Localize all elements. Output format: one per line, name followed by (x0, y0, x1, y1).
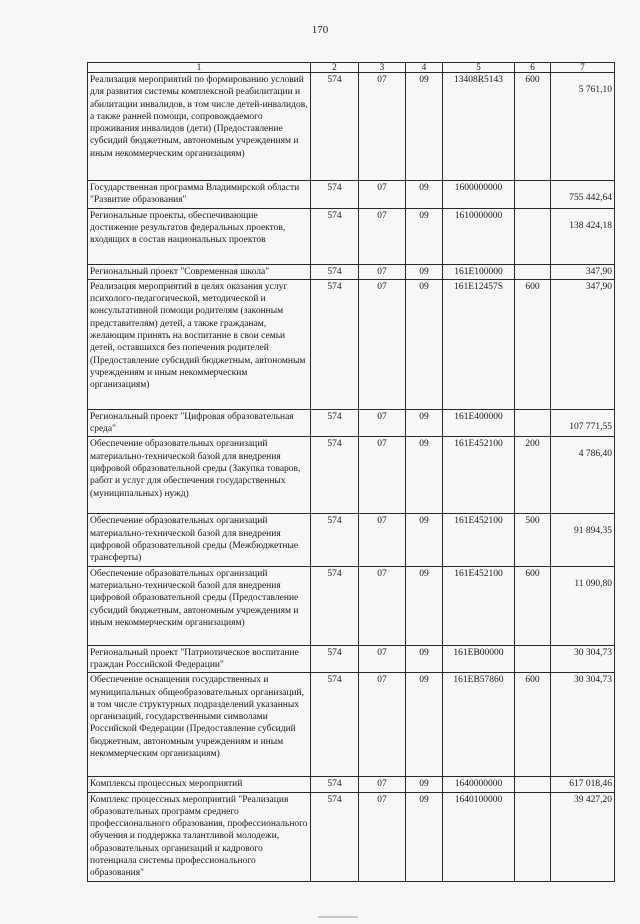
column-header: 5 (443, 63, 515, 73)
row-subsection-code: 09 (406, 437, 443, 514)
row-amount: 30 304,73 (551, 673, 615, 777)
row-subsection-code: 09 (406, 777, 443, 792)
row-description: Реализация мероприятий в целях оказания услуг психолого-педагогической, методической и консультативной помощи родителям (законным представителям) детей, а также гражданам, желающим принять на воспитание в свои семьи детей, оставшихся без попечения родителей (Предоставление субсидий бюджетным, автономным учреждениям и иным некоммерческим организациям) (88, 279, 311, 409)
row-amount-value: 11 090,80 (574, 578, 612, 589)
row-amount: 30 304,73 (551, 645, 615, 673)
row-expense-type (515, 409, 551, 437)
row-amount: 347,90 (551, 279, 615, 409)
row-amount (551, 73, 615, 181)
row-section-code: 07 (359, 673, 406, 777)
row-description: Региональный проект "Современная школа" (88, 264, 311, 279)
row-expense-type (515, 181, 551, 209)
row-ministry-code: 574 (311, 777, 359, 792)
row-section-code: 07 (359, 566, 406, 645)
table-row (88, 673, 615, 777)
row-subsection-code: 09 (406, 279, 443, 409)
table-row (88, 792, 615, 881)
row-subsection-code: 09 (406, 73, 443, 181)
column-header: 7 (551, 63, 615, 73)
row-description: Обеспечение оснащения государственных и муниципальных общеобразовательных организаций, в том числе структурных подразделений указанных организаций, государственными символами Российской Федерации (Предоставление субсидий бюджетным, автономным учреждениям и иным некоммерческим организациям) (88, 673, 311, 777)
column-header: 4 (406, 63, 443, 73)
row-ministry-code: 574 (311, 279, 359, 409)
row-amount (551, 566, 615, 645)
row-expense-type: 500 (515, 514, 551, 566)
row-ministry-code: 574 (311, 514, 359, 566)
row-amount-value: 138 424,18 (569, 220, 612, 231)
table-row (88, 208, 615, 264)
table-row (88, 73, 615, 181)
table-header-row (88, 63, 615, 73)
table-row (88, 566, 615, 645)
row-expense-type (515, 208, 551, 264)
row-subsection-code: 09 (406, 409, 443, 437)
row-subsection-code: 09 (406, 264, 443, 279)
row-amount-value: 107 771,55 (569, 421, 612, 432)
row-amount-value: 5 761,10 (578, 85, 612, 95)
row-expense-type (515, 645, 551, 673)
row-section-code: 07 (359, 264, 406, 279)
budget-table (87, 62, 615, 882)
table-row (88, 279, 615, 409)
row-section-code: 07 (359, 181, 406, 209)
row-section-code: 07 (359, 208, 406, 264)
row-expense-type: 600 (515, 279, 551, 409)
row-section-code: 07 (359, 73, 406, 181)
row-description: Региональный проект "Патриотическое воспитание граждан Российской Федерации" (88, 645, 311, 673)
row-amount-value: 755 442,64 (569, 193, 612, 203)
row-expense-type: 600 (515, 673, 551, 777)
row-amount-value: 4 786,40 (578, 449, 612, 460)
row-target-article: 161E12457S (443, 279, 515, 409)
row-expense-type: 600 (515, 566, 551, 645)
scan-artifact (318, 916, 358, 918)
row-section-code: 07 (359, 437, 406, 514)
row-amount: 617 018,46 (551, 777, 615, 792)
row-target-article: 161E452100 (443, 566, 515, 645)
row-ministry-code: 574 (311, 645, 359, 673)
row-amount (551, 208, 615, 264)
column-header: 2 (311, 63, 359, 73)
table-row (88, 264, 615, 279)
row-target-article: 161E452100 (443, 437, 515, 514)
row-description: Обеспечение образовательных организаций материально-технической базой для внедрения цифровой образовательной среды (Закупка товаров, работ и услуг для обеспечения государственных (муниципальных) нужд) (88, 437, 311, 514)
row-subsection-code: 09 (406, 792, 443, 881)
row-section-code: 07 (359, 792, 406, 881)
row-ministry-code: 574 (311, 409, 359, 437)
row-section-code: 07 (359, 777, 406, 792)
row-description: Обеспечение образовательных организаций материально-технической базой для внедрения цифровой образовательной среды (Предоставление субсидий бюджетным, автономным учреждениям и иным некоммерческим организациям) (88, 566, 311, 645)
row-description: Комплексы процессных мероприятий (88, 777, 311, 792)
table-row (88, 645, 615, 673)
row-expense-type: 200 (515, 437, 551, 514)
row-target-article: 161EB57860 (443, 673, 515, 777)
row-ministry-code: 574 (311, 437, 359, 514)
row-target-article: 161E400000 (443, 409, 515, 437)
row-expense-type (515, 777, 551, 792)
row-target-article: 161EB00000 (443, 645, 515, 673)
row-target-article: 161E452100 (443, 514, 515, 566)
row-ministry-code: 574 (311, 792, 359, 881)
row-amount (551, 437, 615, 514)
row-ministry-code: 574 (311, 566, 359, 645)
row-target-article: 161E100000 (443, 264, 515, 279)
row-target-article: 13408R5143 (443, 73, 515, 181)
row-target-article: 1640000000 (443, 777, 515, 792)
table-row (88, 181, 615, 209)
row-target-article: 1640100000 (443, 792, 515, 881)
row-amount (551, 409, 615, 437)
row-section-code: 07 (359, 279, 406, 409)
row-subsection-code: 09 (406, 645, 443, 673)
row-target-article: 1600000000 (443, 181, 515, 209)
row-ministry-code: 574 (311, 264, 359, 279)
row-description: Обеспечение образовательных организаций материально-технической базой для внедрения цифровой образовательной среды (Межбюджетные трансферты) (88, 514, 311, 566)
column-header: 1 (88, 63, 311, 73)
row-description: Реализация мероприятий по формированию условий для развития системы комплексной реабилитации и абилитации инвалидов, в том числе детей-инвалидов, а также ранней помощи, сопровождаемого проживания инвалидов (дети) (Предоставление субсидий бюджетным, автономным учреждениям и иным некоммерческим организациям) (88, 73, 311, 181)
row-amount (551, 514, 615, 566)
row-description: Региональный проект "Цифровая образовательная среда" (88, 409, 311, 437)
row-expense-type (515, 792, 551, 881)
row-ministry-code: 574 (311, 73, 359, 181)
table-row (88, 409, 615, 437)
row-expense-type: 600 (515, 73, 551, 181)
row-subsection-code: 09 (406, 566, 443, 645)
row-subsection-code: 09 (406, 673, 443, 777)
row-ministry-code: 574 (311, 673, 359, 777)
row-amount: 39 427,20 (551, 792, 615, 881)
row-target-article: 1610000000 (443, 208, 515, 264)
row-expense-type (515, 264, 551, 279)
row-subsection-code: 09 (406, 181, 443, 209)
row-description: Региональные проекты, обеспечивающие достижение результатов федеральных проектов, входящих в состав национальных проектов (88, 208, 311, 264)
table-row (88, 514, 615, 566)
row-description: Государственная программа Владимирской области "Развитие образования" (88, 181, 311, 209)
table-row (88, 777, 615, 792)
row-subsection-code: 09 (406, 208, 443, 264)
row-ministry-code: 574 (311, 181, 359, 209)
row-section-code: 07 (359, 645, 406, 673)
row-amount: 347,90 (551, 264, 615, 279)
row-section-code: 07 (359, 409, 406, 437)
row-subsection-code: 09 (406, 514, 443, 566)
table-row (88, 437, 615, 514)
column-header: 3 (359, 63, 406, 73)
row-section-code: 07 (359, 514, 406, 566)
row-ministry-code: 574 (311, 208, 359, 264)
row-amount (551, 181, 615, 209)
page-number: 170 (311, 24, 329, 36)
row-description: Комплекс процессных мероприятий "Реализация образовательных программ среднего профессионального образования, профессионального обучения и поддержка талантливой молодежи, образовательных организаций и кадрового потенциала системы профессионального образования" (88, 792, 311, 881)
column-header: 6 (515, 63, 551, 73)
row-amount-value: 91 894,35 (574, 526, 612, 537)
